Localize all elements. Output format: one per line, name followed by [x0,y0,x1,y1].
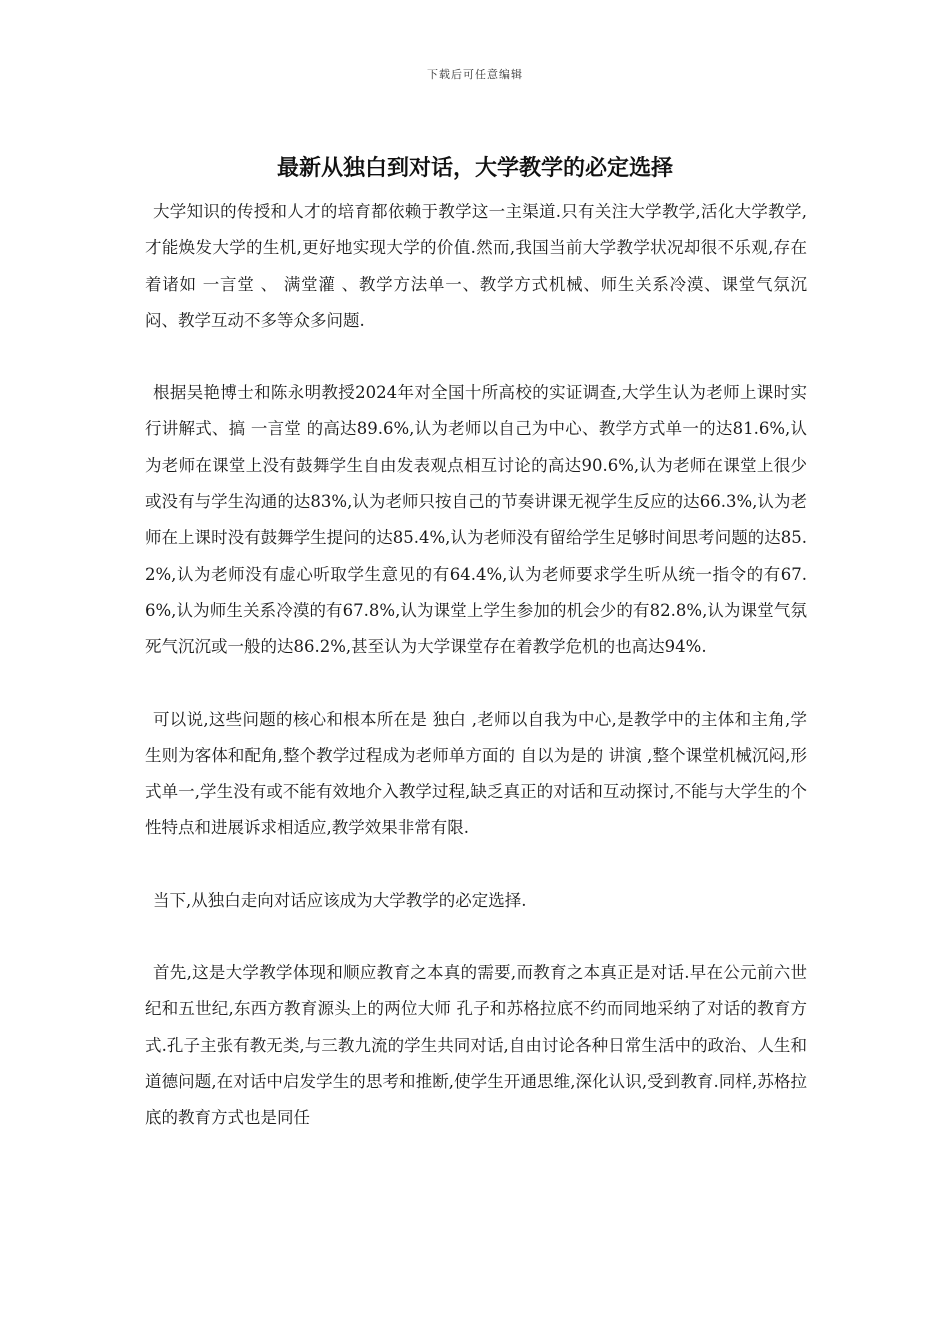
paragraph-first-reason: 首先,这是大学教学体现和顺应教育之本真的需要,而教育之本真正是对话.早在公元前六世纪和五世纪,东西方教育源头上的两位大师 孔子和苏格拉底不约而同地采纳了对话的教育方式.孔子主张有教无类,与三教九流的学生共同对话,自由讨论各种日常生活中的政治、人生和道德问题,在对话中启发学生的思考和推断,使学生开通思维,深化认识,受到教育.同样,苏格拉底的教育方式也是同任 [145,963,807,1128]
document-body [145,194,807,1173]
paragraph-monologue: 可以说,这些问题的核心和根本所在是 独白 ,老师以自我为中心,是教学中的主体和主角,学生则为客体和配角,整个教学过程成为老师单方面的 自以为是的 讲演 ,整个课堂机械沉闷,形式单一,学生没有或不能有效地介入教学过程,缺乏真正的对话和互动探讨,不能与大学生的个性特点和进展诉求相适应,教学效果非常有限. [145,709,807,838]
paragraph-survey: 根据吴艳博士和陈永明教授2024年对全国十所高校的实证调查,大学生认为老师上课时实行讲解式、搞 一言堂 的高达89.6%,认为老师以自己为中心、教学方式单一的达81.6%,认为老师在课堂上没有鼓舞学生自由发表观点相互讨论的高达90.6%,认为老师在课堂上很少或没有与学生沟通的达83%,认为老师只按自己的节奏讲课无视学生反应的达66.3%,认为老师在上课时没有鼓舞学生提问的达85.4%,认为老师没有留给学生足够时间思考问题的达85.2%,认为老师没有虚心听取学生意见的有64.4%,认为老师要求学生听从统一指令的有67.6%,认为师生关系冷漠的有67.8%,认为课堂上学生参加的机会少的有82.8%,认为课堂气氛死气沉沉或一般的达86.2%,甚至认为大学课堂存在着教学危机的也高达94%. [145,383,807,657]
paragraph-intro: 大学知识的传授和人才的培育都依赖于教学这一主渠道.只有关注大学教学,活化大学教学,才能焕发大学的生机,更好地实现大学的价值.然而,我国当前大学教学状况却很不乐观,存在着诸如 一言堂 、 满堂灌 、教学方法单一、教学方式机械、师生关系冷漠、课堂气氛沉闷、教学互动不多等众多问题. [145,202,807,330]
paragraph-thesis: 当下,从独白走向对话应该成为大学教学的必定选择. [153,890,527,910]
page-header-note: 下载后可任意编辑 [427,68,523,81]
document-title: 最新从独白到对话，大学教学的必定选择 [276,156,673,181]
